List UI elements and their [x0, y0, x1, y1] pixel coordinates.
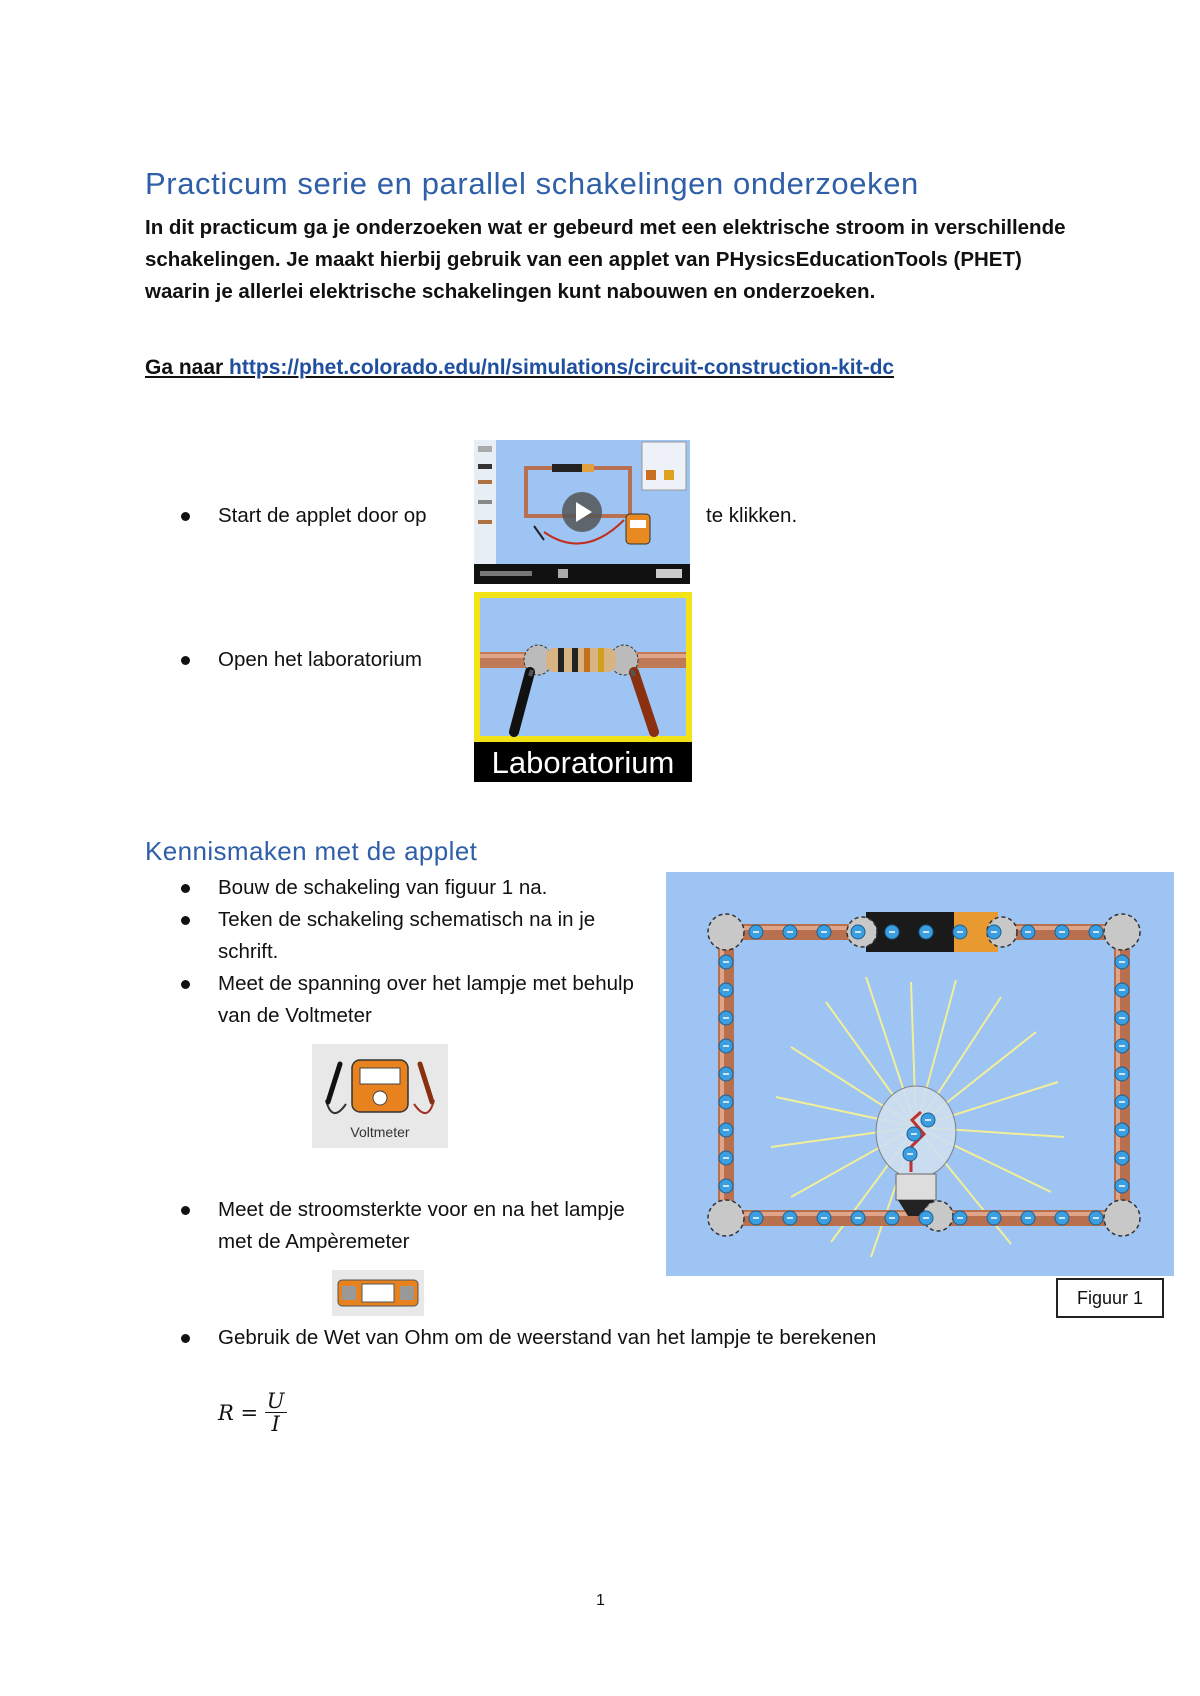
bullet-text: Bouw de schakeling van figuur 1 na.	[218, 876, 548, 899]
list-item	[218, 968, 638, 1032]
formula-denominator: I	[271, 1412, 280, 1436]
goto-prefix: Ga naar	[145, 356, 230, 379]
bullet-dot	[181, 884, 190, 893]
bullet-dot	[181, 512, 190, 521]
bullet-dot	[181, 980, 190, 989]
laboratorium-image	[474, 592, 692, 742]
step-start-after: te klikken.	[706, 504, 798, 527]
formula-equals: =	[240, 1400, 259, 1425]
laboratorium-label: Laboratorium	[491, 745, 675, 780]
bullet-text: Teken de schakeling schematisch na in je schrift.	[218, 908, 596, 963]
applet-screenshot	[474, 440, 690, 584]
list-item	[218, 644, 422, 676]
bullet-dot	[181, 656, 190, 665]
list-item	[218, 500, 427, 532]
page-number: 1	[596, 1592, 605, 1609]
bullet-dot	[181, 1334, 190, 1343]
ammeter-icon	[332, 1270, 424, 1316]
section-title: Kennismaken met de applet	[145, 836, 478, 866]
formula-lhs: R	[218, 1400, 234, 1425]
bullet-text: Gebruik de Wet van Ohm om de weerstand van het lampje te berekenen	[218, 1326, 877, 1349]
voltmeter-label: Voltmeter	[350, 1124, 410, 1140]
formula-fraction	[265, 1390, 287, 1435]
bullet-dot	[181, 1206, 190, 1215]
formula-numerator: U	[266, 1389, 285, 1413]
page-title: Practicum serie en parallel schakelingen onderzoeken	[145, 166, 919, 201]
list-item	[218, 1322, 1118, 1354]
circuit-diagram	[666, 872, 1174, 1276]
figure-caption: Figuur 1	[1056, 1278, 1164, 1318]
ohm-formula	[218, 1390, 287, 1435]
voltmeter-icon	[312, 1044, 448, 1124]
step-open-lab-text: Open het laboratorium	[218, 648, 422, 671]
list-item	[218, 904, 638, 968]
step-start-text: Start de applet door op	[218, 504, 427, 527]
intro-paragraph: In dit practicum ga je onderzoeken wat er gebeurd met een elektrische stroom in verschillende schakelingen. Je maakt hierbij gebruik van een applet van PHysicsEducationTools (PHET) waarin je allerlei elektrische schakelingen kunt nabouwen en onderzoeken.	[145, 216, 1066, 303]
list-item	[218, 872, 638, 904]
goto-line	[145, 356, 894, 380]
phet-link[interactable]: https://phet.colorado.edu/nl/simulations/circuit-construction-kit-dc	[229, 356, 895, 379]
bullet-text: Meet de stroomsterkte voor en na het lampje met de Ampèremeter	[218, 1198, 625, 1253]
bullet-dot	[181, 916, 190, 925]
ammeter-tool[interactable]	[332, 1270, 424, 1316]
applet-thumbnail[interactable]	[474, 440, 690, 584]
voltmeter-tool[interactable]	[312, 1044, 448, 1148]
laboratorium-button[interactable]	[474, 592, 692, 782]
list-item	[218, 1194, 638, 1258]
bullet-text: Meet de spanning over het lampje met behulp van de Voltmeter	[218, 972, 634, 1027]
figure-1-circuit	[666, 872, 1174, 1276]
